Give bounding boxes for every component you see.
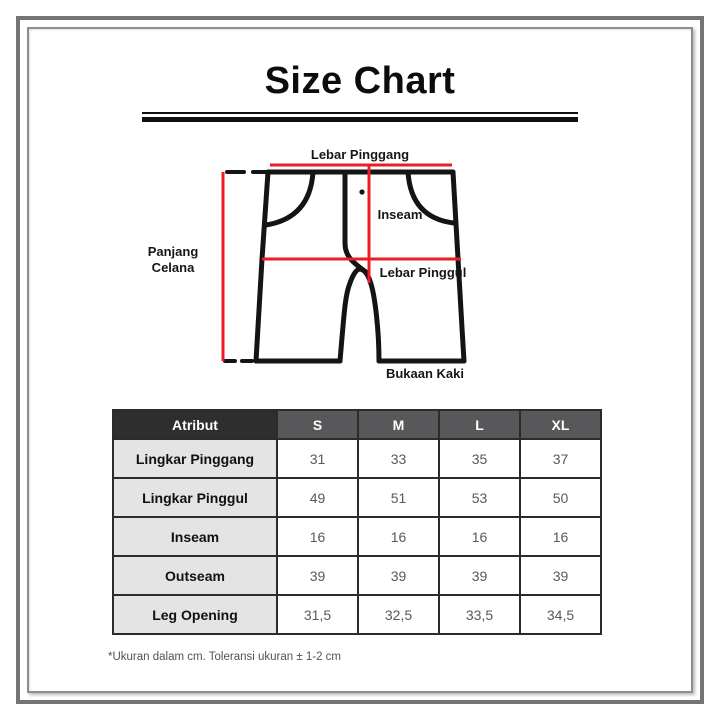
title-divider-thin-line <box>142 112 578 114</box>
size-value: 35 <box>439 439 520 478</box>
measurement-footnote: *Ukuran dalam cm. Toleransi ukuran ± 1-2 cm <box>108 651 341 663</box>
column-header-size-l: L <box>439 410 520 439</box>
table-row <box>113 439 601 478</box>
label-pant-length <box>148 244 199 276</box>
label-hip-width: Lebar Pinggul <box>379 265 467 280</box>
size-value: 37 <box>520 439 601 478</box>
attribute-label: Outseam <box>113 556 277 595</box>
attribute-label: Leg Opening <box>113 595 277 634</box>
size-value: 39 <box>277 556 358 595</box>
table-row <box>113 595 601 634</box>
size-value: 51 <box>358 478 439 517</box>
title-divider <box>142 112 578 122</box>
title-divider-thick-line <box>142 117 578 122</box>
size-value: 39 <box>520 556 601 595</box>
table-row <box>113 556 601 595</box>
label-pant-length-line2: Celana <box>151 260 195 275</box>
size-table <box>112 409 602 635</box>
size-value: 39 <box>439 556 520 595</box>
column-header-size-m: M <box>358 410 439 439</box>
size-value: 16 <box>277 517 358 556</box>
attribute-label: Inseam <box>113 517 277 556</box>
label-waist-width: Lebar Pinggang <box>310 147 410 162</box>
column-header-size-s: S <box>277 410 358 439</box>
size-value: 31 <box>277 439 358 478</box>
size-value: 34,5 <box>520 595 601 634</box>
label-leg-opening: Bukaan Kaki <box>385 366 465 381</box>
column-header-size-xl: XL <box>520 410 601 439</box>
attribute-label: Lingkar Pinggang <box>113 439 277 478</box>
page-title: Size Chart <box>264 60 456 102</box>
size-value: 33,5 <box>439 595 520 634</box>
label-inseam: Inseam <box>377 207 423 222</box>
size-value: 53 <box>439 478 520 517</box>
table-row <box>113 478 601 517</box>
size-value: 16 <box>439 517 520 556</box>
label-pant-length-line1: Panjang <box>147 244 199 259</box>
size-value: 16 <box>520 517 601 556</box>
size-value: 49 <box>277 478 358 517</box>
size-value: 50 <box>520 478 601 517</box>
size-value: 33 <box>358 439 439 478</box>
table-row <box>113 517 601 556</box>
size-value: 39 <box>358 556 439 595</box>
size-table-header-row <box>113 410 601 439</box>
size-value: 16 <box>358 517 439 556</box>
attribute-label: Lingkar Pinggul <box>113 478 277 517</box>
size-value: 31,5 <box>277 595 358 634</box>
column-header-attribute: Atribut <box>113 410 277 439</box>
size-value: 32,5 <box>358 595 439 634</box>
